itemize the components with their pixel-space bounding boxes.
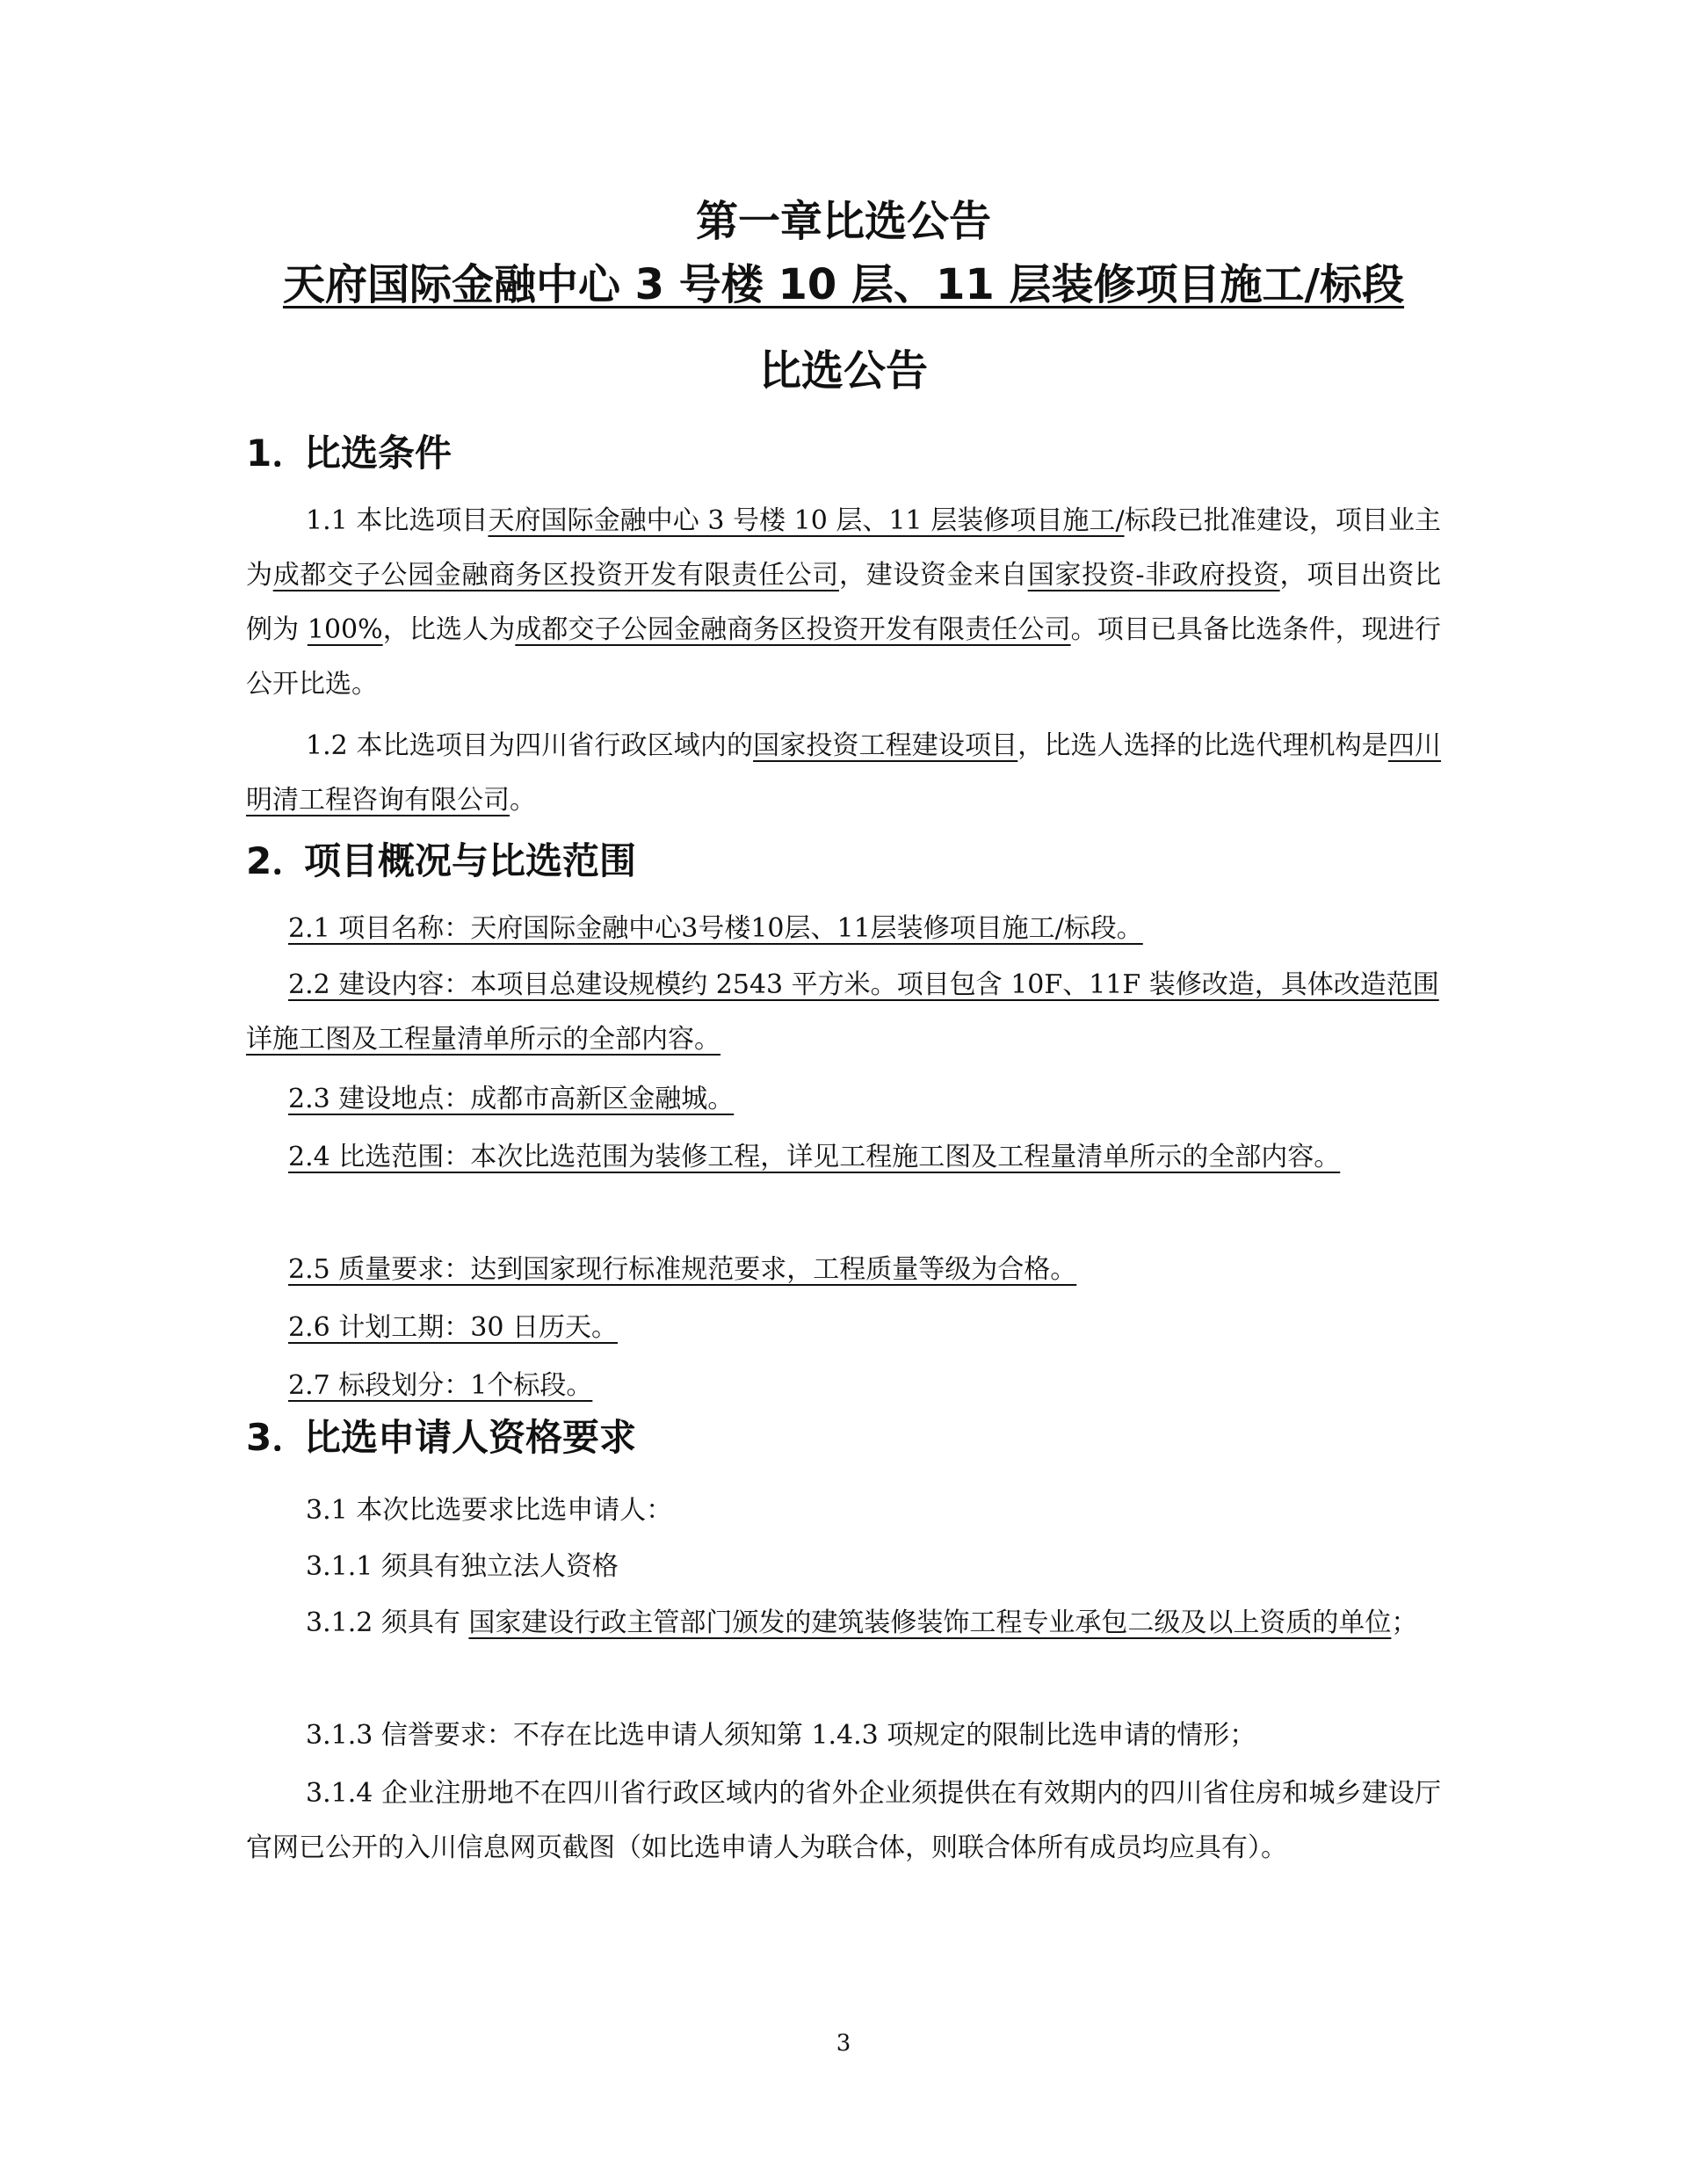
project-name-underlined: 天府国际金融中心 3 号楼 10 层、11 层装修项目施工/ [488,505,1125,536]
project-type-underlined: 国家投资工程建设项目 [753,730,1018,761]
item-2-2 [246,958,1441,1067]
section-1-number: 1． [246,432,309,475]
owner-name-underlined: 成都交子公园金融商务区投资开发有限责任公司 [272,560,839,591]
item-text: 2.4 比选范围：本次比选范围为装修工程，详见工程施工图及工程量清单所示的全部内容。 [288,1142,1341,1172]
paragraph-3-1-1: 3.1.1 须具有独立法人资格 [306,1551,619,1582]
investment-ratio-underlined: 100% [307,614,383,645]
item-text: 2.2 建设内容：本项目总建设规模约 2543 平方米。项目包含 10F、11F 装修改造，具体改造范围详施工图及工程量清单所示的全部内容。 [246,969,1439,1055]
chapter-title: 第一章比选公告 [695,197,991,246]
section-3-heading [246,1413,636,1462]
section-1-heading [246,429,452,478]
text-span: 。 [510,785,536,816]
text-span: ； [1391,1607,1418,1638]
paragraph-1-2 [246,719,1441,828]
item-2-6 [246,1301,1441,1355]
item-2-1 [246,902,1441,956]
section-2-title: 项目概况与比选范围 [304,839,637,882]
text-span: ，建设资金来自 [838,560,1028,591]
paragraph-3-1-4: 3.1.4 企业注册地不在四川省行政区域内的省外企业须提供在有效期内的四川省住房和城乡建设厅官网已公开的入川信息网页截图（如比选申请人为联合体，则联合体所有成员均应具有）。 [246,1778,1441,1863]
text-span: 3.1.2 须具有 [306,1607,469,1638]
section-3-title: 比选申请人资格要求 [304,1416,637,1459]
text-span: ，比选人为 [382,614,516,645]
item-text: 2.7 标段划分：1个标段。 [288,1370,593,1401]
agency-name-underlined: 四川明清工程咨询有限公司 [246,730,1442,816]
item-text: 2.1 项目名称：天府国际金融中心3号楼10层、11层装修项目施工/标段。 [288,913,1143,944]
paragraph-3-1-3: 3.1.3 信誉要求：不存在比选申请人须知第 1.4.3 项规定的限制比选申请的情形； [306,1720,1256,1751]
text-span: 1.2 本比选项目为四川省行政区域内的 [306,730,754,761]
item-text: 2.5 质量要求：达到国家现行标准规范要求，工程质量等级为合格。 [288,1254,1077,1285]
item-text: 2.6 计划工期：30 日历天。 [288,1312,618,1343]
section-2-number: 2． [246,839,309,882]
text-span: 标段已批准建设，项目业主为 [246,505,1441,591]
project-title [0,258,1687,311]
page-number: 3 [836,2030,851,2057]
section-1-title: 比选条件 [304,432,453,475]
item-2-5 [246,1243,1441,1297]
paragraph-3-1-2 [246,1596,1441,1651]
paragraph-1-1 [246,494,1441,712]
text-span: 1.1 本比选项目 [306,505,489,536]
notice-title: 比选公告 [758,346,928,395]
section-3-number: 3． [246,1416,309,1459]
paragraph-3-1: 3.1 本次比选要求比选申请人： [306,1495,673,1526]
text-span: 。项目已具备比选条件，现进行公开比选。 [246,614,1442,700]
qualification-underlined: 国家建设行政主管部门颁发的建筑装修装饰工程专业承包二级及以上资质的单位 [468,1607,1392,1638]
text-span: ，比选人选择的比选代理机构是 [1017,730,1388,761]
item-text: 2.3 建设地点：成都市高新区金融城。 [288,1084,735,1114]
fund-source-underlined: 国家投资-非政府投资 [1027,560,1280,591]
item-2-7 [246,1359,1441,1413]
text-span: ，项目出资比例为 [246,560,1442,645]
project-title-text: 天府国际金融中心 3 号楼 10 层、11 层装修项目施工/标段 [282,260,1405,309]
selector-name-underlined: 成都交子公园金融商务区投资开发有限责任公司 [515,614,1071,645]
section-2-heading [246,837,636,886]
item-2-4 [246,1130,1441,1185]
item-2-3 [246,1072,1441,1127]
